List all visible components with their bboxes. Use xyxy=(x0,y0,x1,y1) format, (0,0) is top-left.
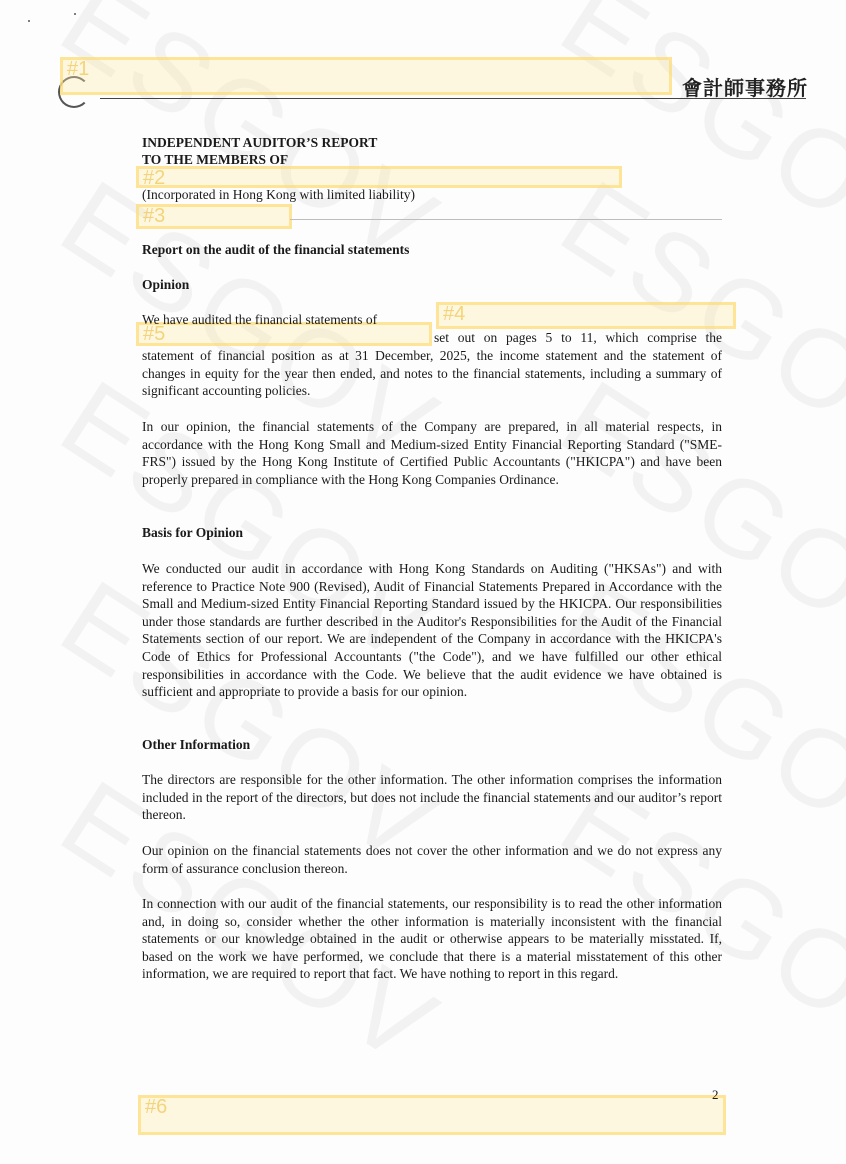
section-heading-audit: Report on the audit of the financial statements xyxy=(142,242,410,257)
page-number: 2 xyxy=(712,1087,719,1102)
report-title: INDEPENDENT AUDITOR’S REPORT xyxy=(142,135,378,150)
redaction-label: #2 xyxy=(143,167,166,189)
redaction-box xyxy=(138,1095,726,1135)
redaction-label: #5 xyxy=(143,323,166,345)
redaction-box xyxy=(436,302,736,329)
incorporation-note: (Incorporated in Hong Kong with limited liability) xyxy=(142,187,415,202)
other-info-paragraph-1: The directors are responsible for the other information. The other information comprises the information included in the report of the directors, but does not include the financial statements and our auditor’s report thereon. xyxy=(142,772,722,823)
redaction-label: #3 xyxy=(143,205,166,227)
redaction-box xyxy=(60,57,672,95)
opinion-paragraph-rest: statement of financial position as at 31 December, 2025, the income statement and the statement of changes in equity for the year then ended, and notes to the financial statements, including a summary of significant accounting policies. xyxy=(142,348,722,399)
opinion-paragraph-2: In our opinion, the financial statements of the Company are prepared, in all material respects, in accordance with the Hong Kong Small and Medium-sized Entity Financial Reporting Standard ("SME-FRS") issued by the Hong Kong Institute of Certified Public Accountants ("HKICPA") and have been properly prepared in compliance with the Hong Kong Companies Ordinance. xyxy=(142,419,722,487)
redaction-label: #1 xyxy=(67,58,90,80)
redaction-label: #6 xyxy=(145,1096,168,1118)
redaction-label: #4 xyxy=(443,303,466,325)
scan-speck xyxy=(74,13,76,15)
opinion-paragraph-cont: set out on pages 5 to 11, which comprise the xyxy=(434,330,722,345)
redaction-box xyxy=(136,204,292,229)
scan-speck xyxy=(28,20,30,22)
section-heading-other-info: Other Information xyxy=(142,737,251,752)
section-heading-basis: Basis for Opinion xyxy=(142,525,244,540)
report-addressee: TO THE MEMBERS OF xyxy=(142,152,289,167)
watermark xyxy=(539,0,846,291)
redaction-box xyxy=(136,166,622,188)
title-underline xyxy=(290,219,722,220)
other-info-paragraph-3: In connection with our audit of the financial statements, our responsibility is to read the other information and, in doing so, consider whether the other information is materially inconsistent with the financial statements or our knowledge obtained in the audit or otherwise appears to be materially misstated. If, based on the work we have performed, we conclude that there is a material misstatement of this other information, we are required to report that fact. We have nothing to report in this regard. xyxy=(142,896,722,982)
letterhead-rule xyxy=(100,98,806,99)
firm-name: 會計師事務所 xyxy=(682,76,808,100)
other-info-paragraph-2: Our opinion on the financial statements does not cover the other information and we do not express any form of assurance conclusion thereon. xyxy=(142,843,722,876)
section-heading-opinion: Opinion xyxy=(142,277,190,292)
opinion-paragraph-start: We have audited the financial statements of xyxy=(142,312,378,327)
basis-paragraph: We conducted our audit in accordance with Hong Kong Standards on Auditing ("HKSAs") and with reference to Practice Note 900 (Revised), Audit of Financial Statements Prepared in Accordance with the Small and Medium-sized Entity Financial Reporting Standard issued by the HKICPA. Our responsibilities under those standards are further described in the Auditor's Responsibilities for the Audit of the Financial Statements section of our report. We are independent of the Company in accordance with the HKICPA's Code of Ethics for Professional Accountants ("the Code"), and we have fulfilled our other ethical responsibilities in accordance with the Code. We believe that the audit evidence we have obtained is sufficient and appropriate to provide a basis for our opinion. xyxy=(142,561,722,700)
